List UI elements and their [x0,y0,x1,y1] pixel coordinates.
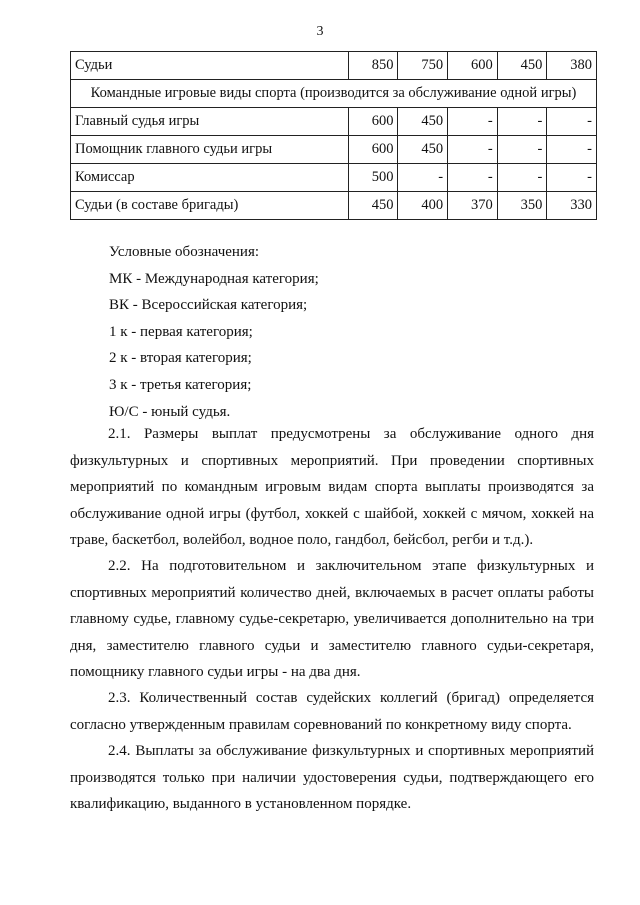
cell-value: - [497,164,547,192]
cell-value: - [448,136,498,164]
legend-item: 1 к - первая категория; [109,323,253,340]
fees-table [70,51,597,220]
table-section-row [71,80,597,108]
legend-item: МК - Международная категория; [109,270,319,287]
cell-value: 600 [348,136,398,164]
cell-value: - [398,164,448,192]
cell-value: 500 [348,164,398,192]
cell-value: 370 [448,192,498,220]
cell-value: 450 [348,192,398,220]
cell-value: 450 [497,52,547,80]
legend [109,239,319,425]
legend-item: Ю/С - юный судья. [109,403,231,420]
page-number: 3 [316,24,324,39]
legend-item: 3 к - третья категория; [109,376,252,393]
row-label: Судьи (в составе бригады) [71,192,349,220]
paragraph-2-3: 2.3. Количественный состав судейских коллегий (бригад) определяется согласно утвержденным правилам соревнований по конкретному виду спорта. [70,690,594,733]
table-row [71,192,597,220]
legend-item: ВК - Всероссийская категория; [109,297,308,314]
cell-value: - [547,164,597,192]
cell-value: 350 [497,192,547,220]
legend-item: 2 к - вторая категория; [109,350,252,367]
table-row [71,108,597,136]
cell-value: 330 [547,192,597,220]
cell-value: 600 [348,108,398,136]
cell-value: - [547,136,597,164]
cell-value: 450 [398,108,448,136]
cell-value: 750 [398,52,448,80]
legend-title: Условные обозначения: [109,244,260,260]
cell-value: - [547,108,597,136]
table-row [71,136,597,164]
cell-value: 450 [398,136,448,164]
cell-value: 380 [547,52,597,80]
row-label: Помощник главного судьи игры [71,136,349,164]
row-label: Главный судья игры [71,108,349,136]
paragraph-2-1: 2.1. Размеры выплат предусмотрены за обслуживание одного дня физкультурных и спортивных мероприятий. При проведении спортивных мероприятий по командным игровым видам спорта выплаты производятся за обслуживание одной игры (футбол, хоккей с шайбой, хоккей с мячом, хоккей на траве, баскетбол, волейбол, водное поло, гандбол, бейсбол, регби и т.д.). [70,426,594,549]
section-heading: Командные игровые виды спорта (производится за обслуживание одной игры) [71,80,597,108]
table-row [71,52,597,80]
cell-value: - [497,136,547,164]
row-label: Комиссар [71,164,349,192]
cell-value: - [448,108,498,136]
cell-value: 600 [448,52,498,80]
cell-value: - [448,164,498,192]
table-row [71,164,597,192]
paragraph-2-4: 2.4. Выплаты за обслуживание физкультурных и спортивных мероприятий производятся только при наличии удостоверения судьи, подтверждающего его квалификацию, выданного в установленном порядке. [70,743,594,813]
cell-value: - [497,108,547,136]
paragraph-2-2: 2.2. На подготовительном и заключительном этапе физкультурных и спортивных мероприятий количество дней, включаемых в расчет оплаты работы главному судье, главному судье-секретарю, увеличивается дополнительно на три дня, заместителю главного судьи и заместителю главного судьи-секретаря, помощнику главного судьи игры - на два дня. [70,558,594,681]
cell-value: 850 [348,52,398,80]
row-label: Судьи [71,52,349,80]
cell-value: 400 [398,192,448,220]
